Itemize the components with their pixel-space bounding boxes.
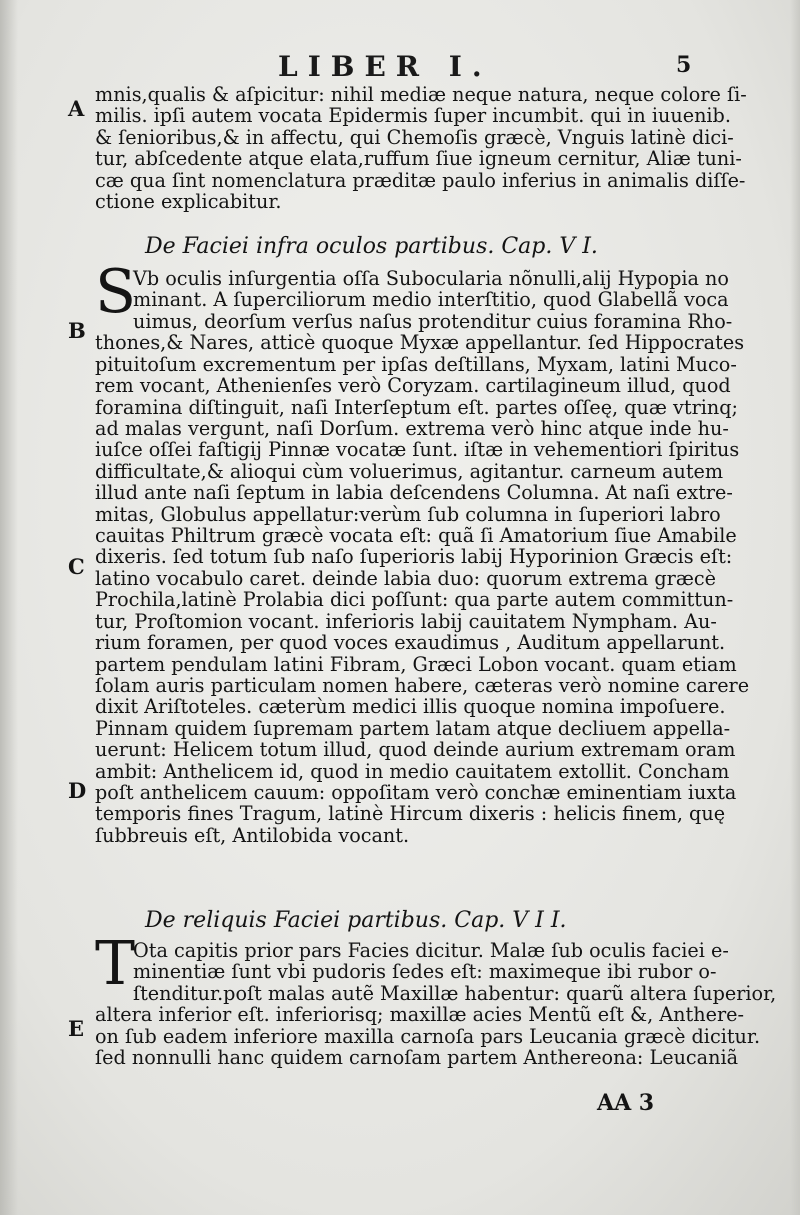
text-line: ſolam auris particulam nomen habere, cæteras verò nomine carere: [95, 673, 750, 697]
drop-cap: S: [95, 257, 137, 327]
text-line: mnis,qualis & aſpicitur: nihil mediæ neque natura, neque colore ſi-: [95, 83, 747, 106]
margin-letter-b: B: [68, 318, 86, 343]
chapter-body: [95, 929, 777, 1070]
text-line: latino vocabulo caret. deinde labia duo: quorum extrema græcè: [95, 566, 716, 590]
text-line: minant. A ſuperciliorum medio interſtitio, quod Glabellã voca: [133, 288, 729, 312]
page-edge-shadow-right: [790, 0, 800, 1215]
margin-letter-a: A: [68, 96, 85, 121]
text-line: thones,& Nares, atticè quoque Myxæ appellantur. ſed Hippocrates: [95, 331, 745, 355]
text-line: mitas, Globulus appellatur:verùm ſub columna in ſuperiori labro: [95, 502, 721, 526]
text-line: & ſenioribus,& in affectu, qui Chemoſis græcè, Vnguis latinè dici-: [95, 125, 734, 149]
text-line: Ota capitis prior pars Facies dicitur. Malæ ſub oculis faciei e-: [133, 939, 729, 962]
chapter-heading: De Faciei infra oculos partibus. Cap. V I.: [145, 234, 598, 259]
chapter-heading: De reliquis Faciei partibus. Cap. V I I.: [145, 908, 567, 933]
text-line: minentiæ ſunt vbi pudoris ſedes eſt: maximeque ibi rubor o-: [133, 960, 717, 984]
page-number: 5: [676, 52, 692, 78]
drop-cap: T: [95, 929, 136, 999]
margin-letter-d: D: [68, 778, 87, 803]
text-line: rium foramen, per quod voces exaudimus , Auditum appellarunt.: [95, 631, 726, 655]
text-line: cauitas Philtrum græcè vocata eſt: quã ſi Amatorium ſiue Amabile: [95, 524, 737, 548]
running-head: LIBER I.: [278, 50, 492, 83]
text-line: dixeris. ſed totum ſub naſo ſuperioris labij Hyporinion Græcis eſt:: [95, 545, 733, 569]
text-line: altera inferior eſt. inferiorisq; maxillæ acies Mentũ eſt &, Anthere-: [95, 1003, 744, 1027]
text-line: iuſce oſſei faſtigij Pinnæ vocatæ ſunt. iſtæ in vehementiori ſpiritus: [95, 438, 740, 462]
text-line: foramina diſtinguit, naſi Interſeptum eſt. partes oſſeę, quæ vtrinq;: [95, 395, 738, 419]
text-line: ctione explicabitur.: [95, 190, 282, 214]
chapter-body: [95, 257, 750, 847]
text-line: ſed nonnulli hanc quidem carnoſam partem Anthereona: Leucaniã: [95, 1046, 739, 1070]
section-continuation: [95, 83, 747, 214]
text-line: ſubbreuis eſt, Antilobida vocant.: [95, 823, 410, 847]
text-line: illud ante naſi ſeptum in labia deſcendens Columna. At naſi extre-: [95, 481, 733, 505]
text-line: Prochila,latinè Prolabia dici poſſunt: qua parte autem committun-: [95, 588, 734, 612]
text-line: poſt anthelicem cauum: oppoſitam verò conchæ eminentiam iuxta: [95, 780, 737, 804]
text-line: ad malas vergunt, naſi Dorſum. extrema verò hinc atque inde hu-: [95, 417, 729, 441]
signature-mark: AA 3: [597, 1090, 655, 1116]
margin-letter-e: E: [68, 1016, 85, 1041]
text-line: ſtenditur.poſt malas autẽ Maxillæ habentur: quarũ altera ſuperior,: [133, 982, 777, 1005]
page-edge-shadow-left: [0, 0, 18, 1215]
text-line: difficultate,& alioqui cùm voluerimus, agitantur. carneum autem: [95, 459, 724, 483]
text-line: partem pendulam latini Fibram, Græci Lobon vocant. quam etiam: [95, 652, 737, 676]
text-line: Pinnam quidem ſupremam partem latam atque decliuem appella-: [95, 716, 731, 740]
text-line: uimus, deorſum verſus naſus protenditur cuius foramina Rho-: [133, 310, 733, 333]
margin-letter-c: C: [68, 554, 85, 579]
text-line: uerunt: Helicem totum illud, quod deinde aurium extremam oram: [95, 738, 736, 762]
text-line: milis. ipſi autem vocata Epidermis ſuper incumbit. qui in iuuenib.: [95, 104, 731, 128]
text-line: ambit: Anthelicem id, quod in medio cauitatem extollit. Concham: [95, 759, 730, 783]
text-line: cæ qua ſint nomenclatura præditæ paulo inferius in animalis diſſe-: [95, 168, 746, 192]
text-line: tur, Proſtomion vocant. inferioris labij cauitatem Nympham. Au-: [95, 609, 717, 633]
text-line: Vb oculis inſurgentia oſſa Subocularia nõnulli,alij Hypopia no: [133, 267, 729, 290]
text-line: pituitoſum excrementum per ipſas deſtillans, Myxam, latini Muco-: [95, 352, 737, 376]
text-line: rem vocant, Athenienſes verò Coryzam. cartilagineum illud, quod: [95, 374, 731, 398]
text-line: temporis fines Tragum, latinè Hircum dixeris : helicis finem, quę: [95, 802, 726, 826]
text-line: dixit Ariſtoteles. cæterùm medici illis quoque nomina impoſuere.: [95, 695, 726, 719]
text-line: on ſub eadem inferiore maxilla carnoſa pars Leucania græcè dicitur.: [95, 1024, 761, 1048]
text-line: tur, abſcedente atque elata,ruffum ſiue igneum cernitur, Aliæ tuni-: [95, 147, 742, 171]
